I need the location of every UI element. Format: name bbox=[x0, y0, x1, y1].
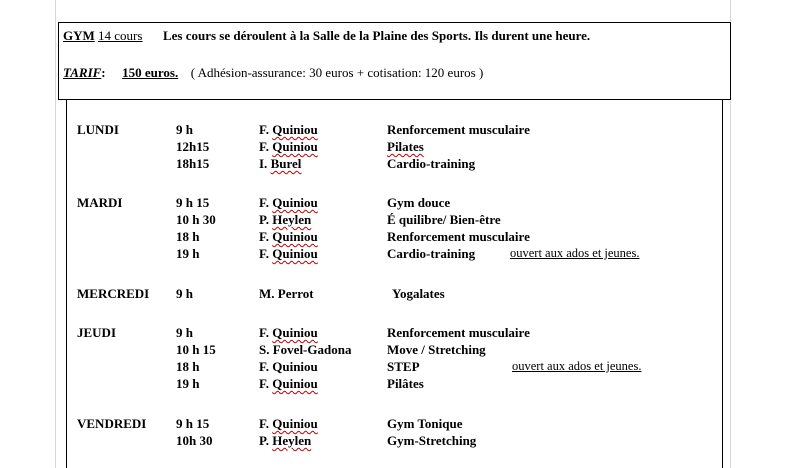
instructor-cell: P. Heylen bbox=[259, 212, 312, 227]
header-line-1 bbox=[63, 28, 590, 44]
activity-cell: Cardio-training bbox=[387, 156, 476, 171]
activity-cell: Pilâtes bbox=[387, 376, 424, 391]
activity-cell: Renforcement musculaire bbox=[387, 122, 530, 137]
time-cell: 19 h bbox=[176, 376, 200, 391]
time-cell: 9 h 15 bbox=[176, 195, 210, 210]
day-label: JEUDI bbox=[77, 325, 117, 340]
courses-count: 14 cours bbox=[98, 28, 143, 43]
tarif-detail: ( Adhésion-assurance: 30 euros + cotisation: 120 euros ) bbox=[190, 65, 484, 80]
instructor-cell: F. Quiniou bbox=[259, 122, 318, 137]
activity-cell: Renforcement musculaire bbox=[387, 325, 530, 340]
activity-cell: Gym douce bbox=[387, 195, 451, 210]
instructor-cell: F. Quiniou bbox=[259, 376, 318, 391]
instructor-cell: P. Heylen bbox=[259, 433, 312, 448]
page-left-margin-line bbox=[55, 0, 56, 468]
time-cell: 9 h bbox=[176, 325, 193, 340]
activity-cell: Cardio-training bbox=[387, 246, 476, 261]
instructor-cell: S. Fovel-Gadona bbox=[259, 342, 352, 357]
day-label: VENDREDI bbox=[77, 416, 147, 431]
time-cell: 9 h 15 bbox=[176, 416, 210, 431]
instructor-cell: M. Perrot bbox=[259, 286, 314, 301]
instructor-cell: F. Quiniou bbox=[259, 229, 318, 244]
activity-cell: Move / Stretching bbox=[387, 342, 486, 357]
tarif-amount: 150 euros. bbox=[122, 65, 179, 80]
instructor-cell: F. Quiniou bbox=[259, 325, 318, 340]
open-to-teens-note: ouvert aux ados et jeunes. bbox=[510, 246, 640, 260]
time-cell: 10 h 30 bbox=[176, 212, 216, 227]
instructor-cell: F. Quiniou bbox=[259, 246, 318, 261]
tarif-colon: : bbox=[101, 65, 106, 80]
instructor-cell: I. Burel bbox=[259, 156, 302, 171]
instructor-cell: F. Quiniou bbox=[259, 195, 318, 210]
day-label: MARDI bbox=[77, 195, 123, 210]
instructor-cell: F. Quiniou bbox=[259, 139, 318, 154]
time-cell: 9 h bbox=[176, 122, 193, 137]
time-cell: 12h15 bbox=[176, 139, 210, 154]
activity-cell: É quilibre/ Bien-être bbox=[387, 212, 501, 227]
header-line-2 bbox=[63, 65, 483, 81]
info-header-box bbox=[58, 22, 731, 100]
instructor-cell: F. Quiniou bbox=[259, 359, 318, 374]
time-cell: 10h 30 bbox=[176, 433, 213, 448]
description-text: Les cours se déroulent à la Salle de la Plaine des Sports. Ils durent une heure. bbox=[162, 28, 591, 43]
day-label: LUNDI bbox=[77, 122, 119, 137]
time-cell: 9 h bbox=[176, 286, 193, 301]
activity-cell: Gym-Stretching bbox=[387, 433, 477, 448]
activity-cell: Pilates bbox=[387, 139, 424, 154]
gym-label: GYM bbox=[63, 28, 95, 43]
time-cell: 18h15 bbox=[176, 156, 210, 171]
time-cell: 10 h 15 bbox=[176, 342, 216, 357]
tarif-label: TARIF bbox=[63, 65, 102, 80]
open-to-teens-note: ouvert aux ados et jeunes. bbox=[512, 359, 642, 373]
time-cell: 18 h bbox=[176, 359, 200, 374]
activity-cell: Renforcement musculaire bbox=[387, 229, 530, 244]
activity-cell: STEP bbox=[387, 359, 420, 374]
instructor-cell: F. Quiniou bbox=[259, 416, 318, 431]
day-label: MERCREDI bbox=[77, 286, 150, 301]
time-cell: 19 h bbox=[176, 246, 200, 261]
activity-cell: Gym Tonique bbox=[387, 416, 463, 431]
activity-cell: Yogalates bbox=[392, 286, 445, 301]
time-cell: 18 h bbox=[176, 229, 200, 244]
